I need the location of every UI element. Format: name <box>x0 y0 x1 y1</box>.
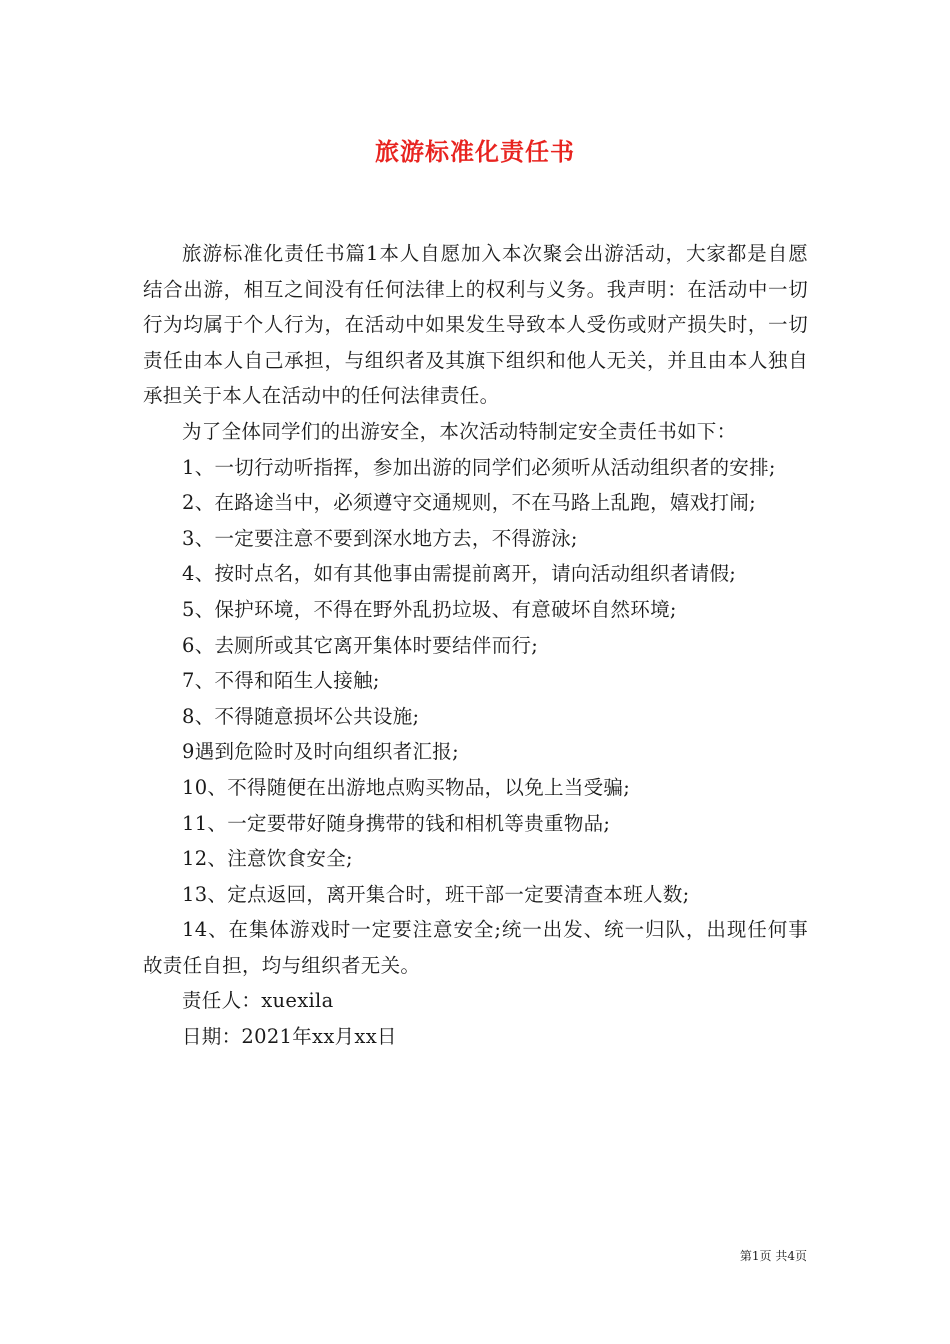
rule-item-14: 14、在集体游戏时一定要注意安全;统一出发、统一归队，出现任何事故责任自担，均与组织者无关。 <box>143 918 808 977</box>
document-body <box>143 236 808 1055</box>
rule-item-6: 6、去厕所或其它离开集体时要结伴而行; <box>182 633 539 657</box>
rule-item-13: 13、定点返回，离开集合时，班干部一定要清查本班人数; <box>182 882 690 906</box>
document-title: 旅游标准化责任书 <box>375 137 575 166</box>
rule-item-5: 5、保护环境，不得在野外乱扔垃圾、有意破坏自然环境; <box>182 597 677 621</box>
document-date: 日期：2021年xx月xx日 <box>182 1025 397 1049</box>
rule-item-11: 11、一定要带好随身携带的钱和相机等贵重物品; <box>182 811 611 835</box>
rule-item-4: 4、按时点名，如有其他事由需提前离开，请向活动组织者请假; <box>182 562 737 586</box>
rule-item-9: 9遇到危险时及时向组织者汇报; <box>182 740 459 764</box>
rule-item-12: 12、注意饮食安全; <box>182 847 353 871</box>
rule-item-2: 2、在路途当中，必须遵守交通规则，不在马路上乱跑，嬉戏打闹; <box>182 491 756 515</box>
paragraph-rules-heading: 为了全体同学们的出游安全，本次活动特制定安全责任书如下： <box>182 419 737 443</box>
page-number-footer: 第1页 共4页 <box>739 1249 807 1263</box>
rule-item-3: 3、一定要注意不要到深水地方去，不得游泳; <box>182 526 578 550</box>
rule-item-1: 1、一切行动听指挥，参加出游的同学们必须听从活动组织者的安排; <box>182 455 776 479</box>
responsible-person: 责任人：xuexila <box>182 989 334 1013</box>
rule-item-7: 7、不得和陌生人接触; <box>182 669 380 693</box>
paragraph-intro: 旅游标准化责任书篇1本人自愿加入本次聚会出游活动，大家都是自愿结合出游，相互之间没有任何法律上的权利与义务。我声明：在活动中一切行为均属于个人行为，在活动中如果发生导致本人受伤或财产损失时，一切责任由本人自己承担，与组织者及其旗下组织和他人无关，并且由本人独自承担关于本人在活动中的任何法律责任。 <box>143 242 808 408</box>
rule-item-10: 10、不得随便在出游地点购买物品，以免上当受骗; <box>182 775 631 799</box>
rule-item-8: 8、不得随意损坏公共设施; <box>182 704 420 728</box>
